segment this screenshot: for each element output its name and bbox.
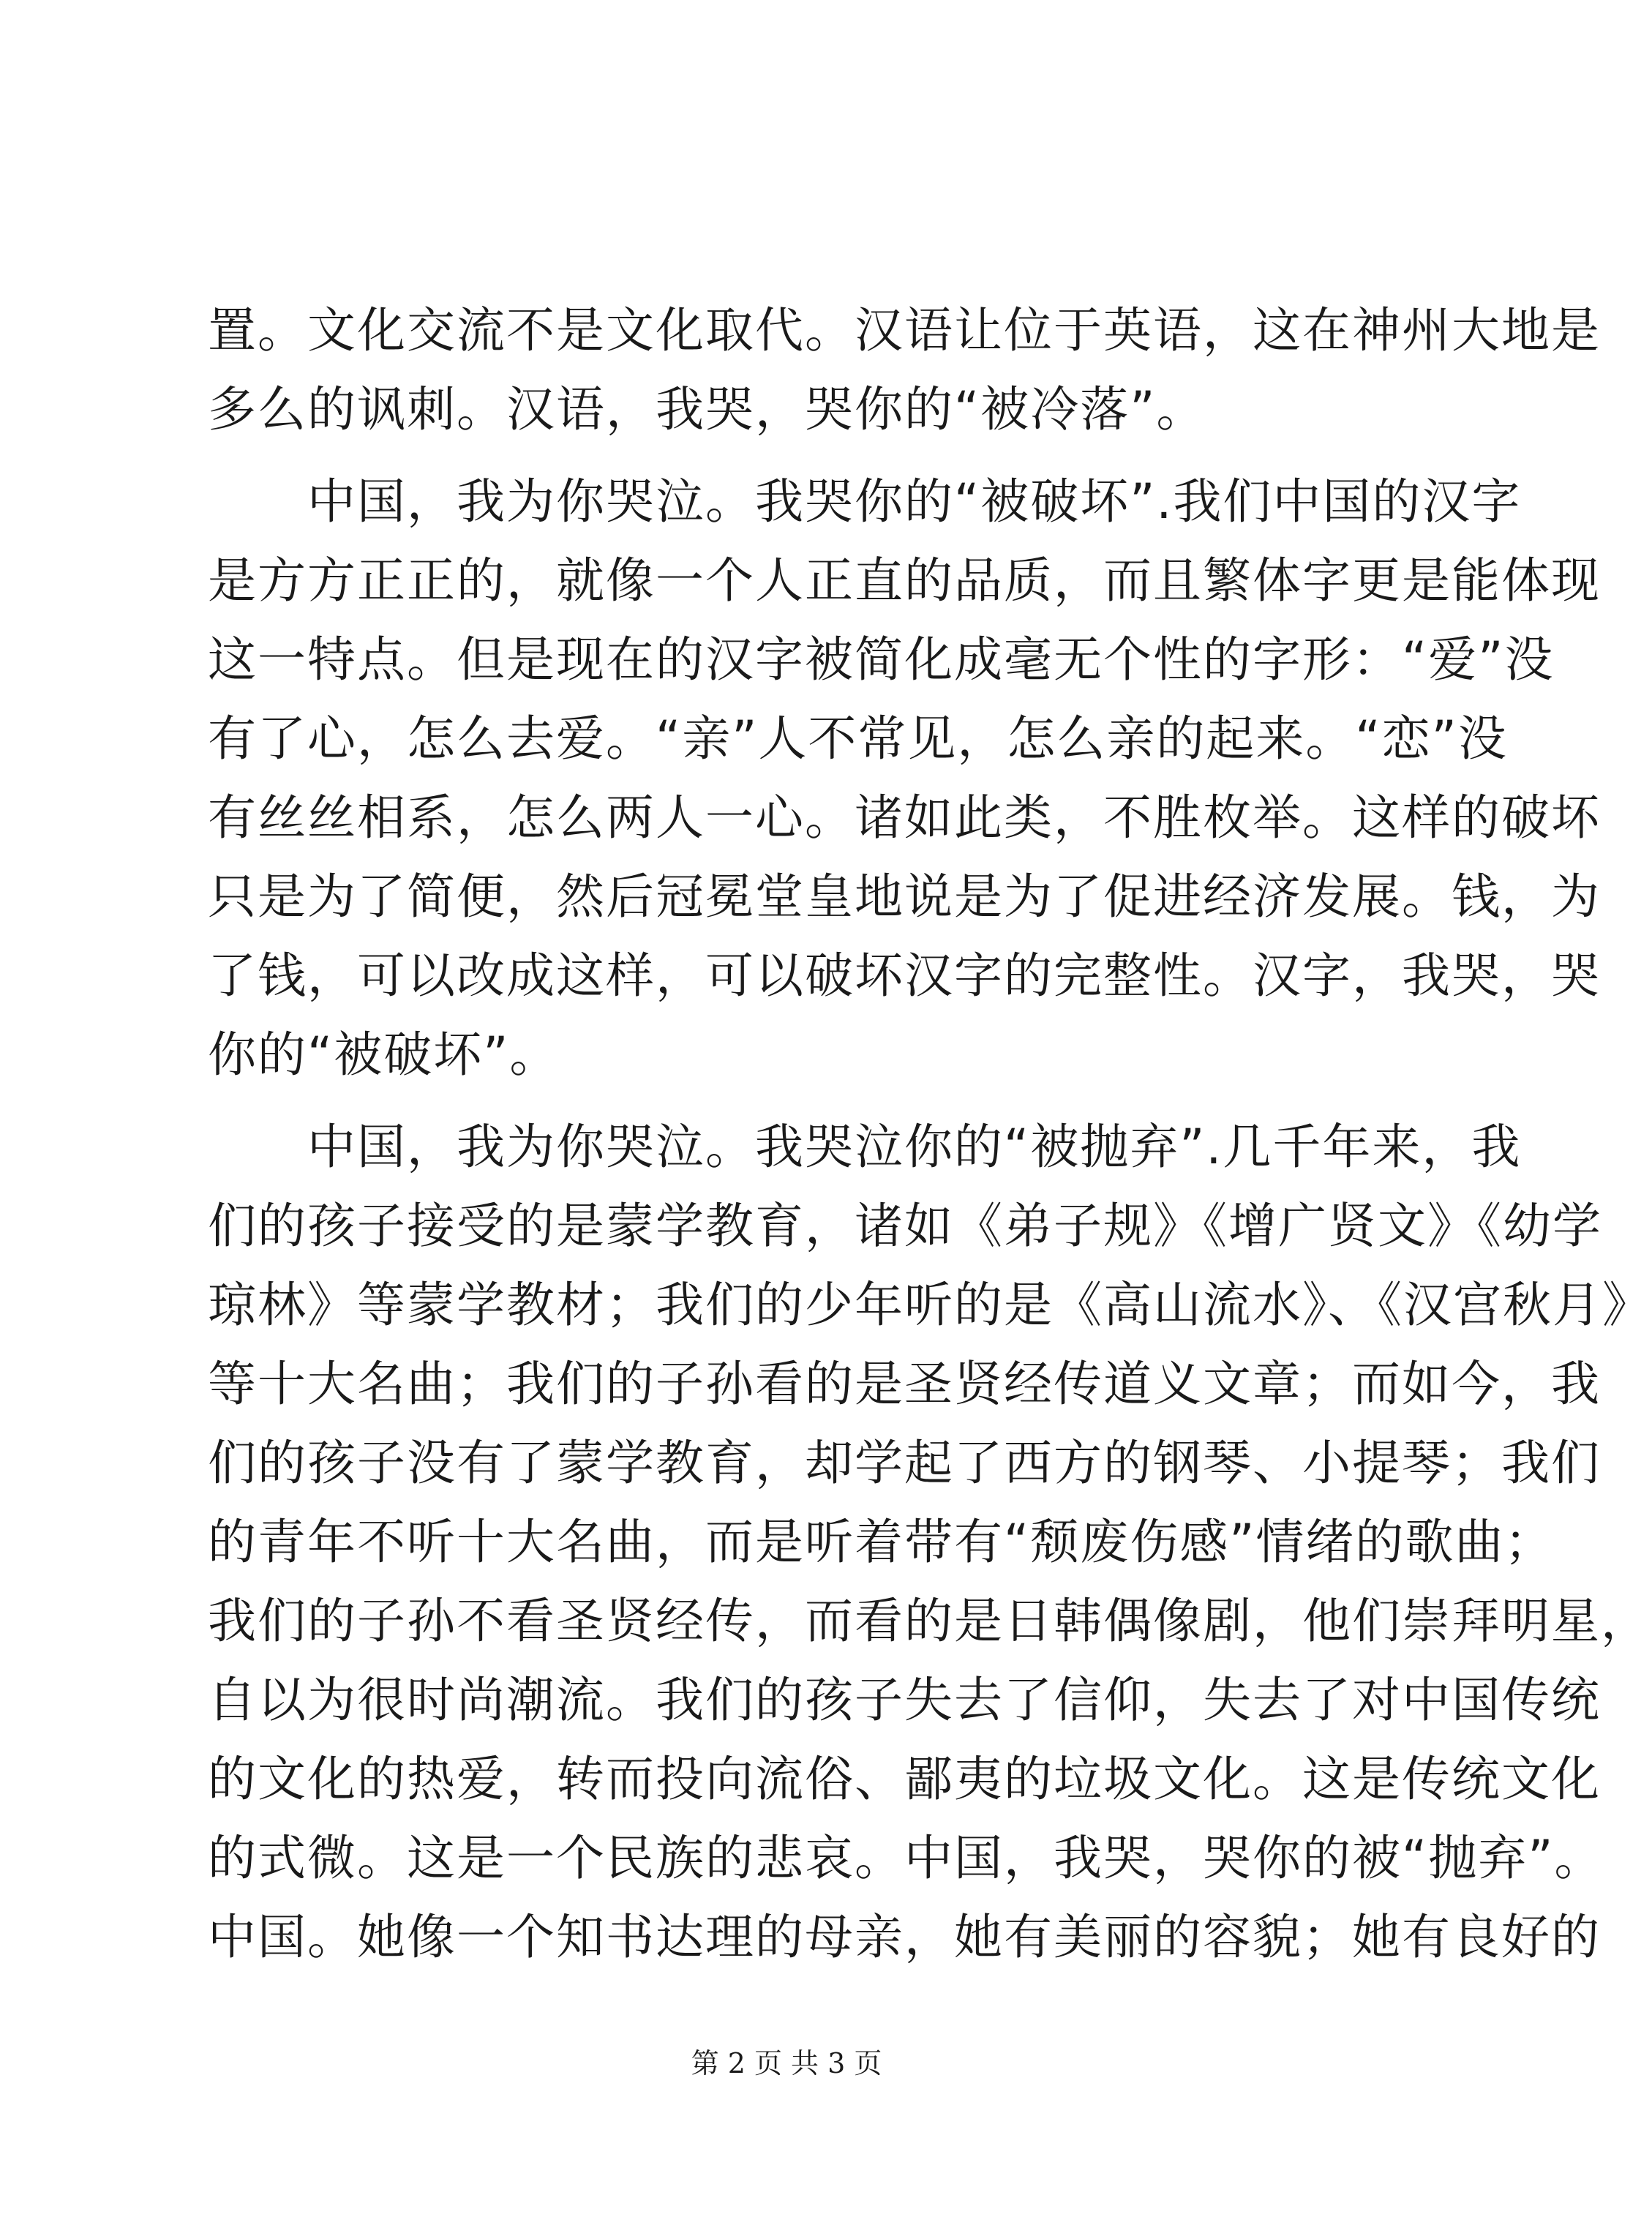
text-line: 有了心，怎么去爱。“亲”人不常见，怎么亲的起来。“恋”没 <box>208 710 1508 767</box>
text-line: 中国，我为你哭泣。我哭你的“被破坏”.我们中国的汉字 <box>208 473 1522 530</box>
text-line: 我们的子孙不看圣贤经传，而看的是日韩偶像剧，他们崇拜明星， <box>208 1593 1651 1649</box>
text-line: 是方方正正的，就像一个人正直的品质，而且繁体字更是能体现 <box>208 552 1601 609</box>
text-line: 等十大名曲；我们的子孙看的是圣贤经传道义文章；而如今，我 <box>208 1356 1601 1412</box>
text-line: 有丝丝相系，怎么两人一心。诸如此类，不胜枚举。这样的破坏 <box>208 789 1601 846</box>
text-line: 的式微。这是一个民族的悲哀。中国，我哭，哭你的被“抛弃”。 <box>208 1830 1604 1886</box>
text-line: 多么的讽刺。汉语，我哭，哭你的“被冷落”。 <box>208 381 1206 438</box>
text-line: 你的“被破坏”。 <box>208 1027 560 1083</box>
text-line: 自以为很时尚潮流。我们的孩子失去了信仰，失去了对中国传统 <box>208 1672 1601 1728</box>
text-line: 琼林》等蒙学教材；我们的少年听的是《高山流水》、《汉宫秋月》 <box>208 1277 1652 1333</box>
text-line: 的青年不听十大名曲，而是听着带有“颓废伤感”情绪的歌曲； <box>208 1514 1555 1570</box>
text-line: 们的孩子没有了蒙学教育，却学起了西方的钢琴、小提琴；我们 <box>208 1435 1601 1491</box>
text-line: 置。文化交流不是文化取代。汉语让位于英语，这在神州大地是 <box>208 302 1601 359</box>
text-line: 中国。她像一个知书达理的母亲，她有美丽的容貌；她有良好的 <box>208 1909 1601 1965</box>
text-line: 只是为了简便，然后冠冕堂皇地说是为了促进经济发展。钱，为 <box>208 868 1601 925</box>
text-line: 中国，我为你哭泣。我哭泣你的“被抛弃”.几千年来，我 <box>208 1119 1522 1175</box>
text-line: 了钱，可以改成这样，可以破坏汉字的完整性。汉字，我哭，哭 <box>208 948 1601 1004</box>
text-line: 们的孩子接受的是蒙学教育，诸如《弟子规》《增广贤文》《幼学 <box>208 1198 1602 1254</box>
text-line: 的文化的热爱，转而投向流俗、鄙夷的垃圾文化。这是传统文化 <box>208 1751 1601 1807</box>
text-line: 这一特点。但是现在的汉字被简化成毫无个性的字形：“爱”没 <box>208 631 1555 688</box>
body-text <box>208 291 1652 1977</box>
page-number-footer: 第 2 页 共 3 页 <box>691 2047 882 2079</box>
